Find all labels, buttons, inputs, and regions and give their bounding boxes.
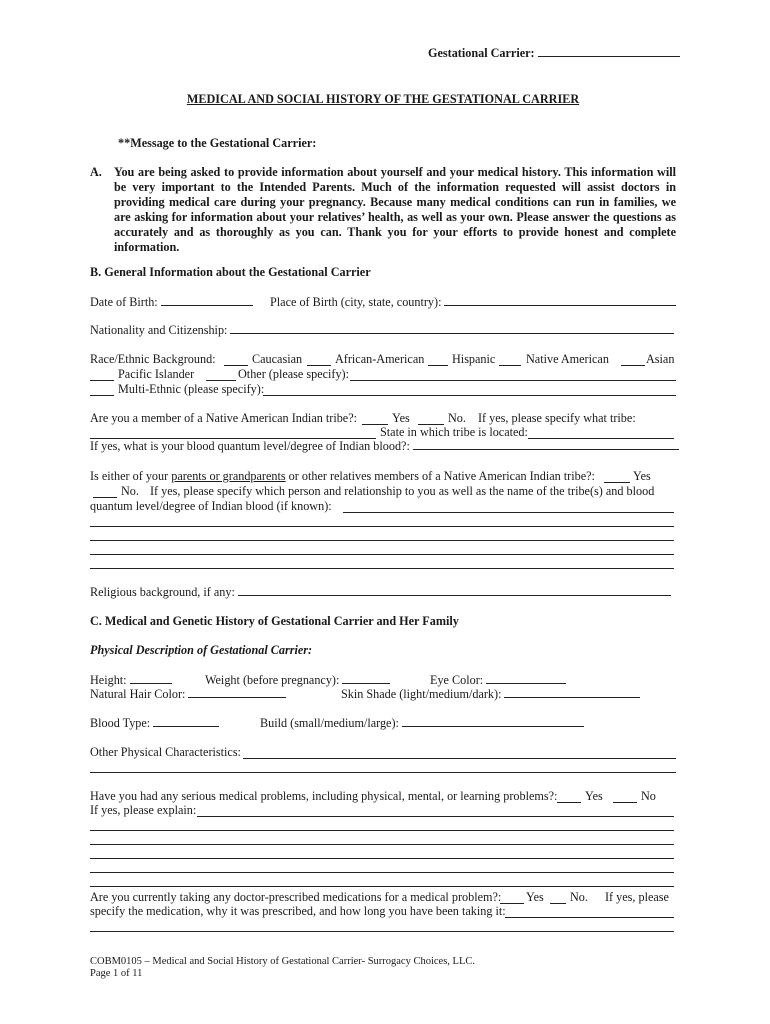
medical-no-check[interactable] (613, 802, 637, 803)
caucasian-check[interactable] (224, 365, 248, 366)
relatives-line-2[interactable] (90, 540, 674, 541)
medical-yes-check[interactable] (557, 802, 581, 803)
medical-no-label: No (641, 789, 656, 803)
other-label: Other (please specify): (238, 367, 349, 381)
medications-if-label: If yes, please (605, 890, 669, 904)
blood-quantum-field[interactable] (413, 439, 679, 450)
race-label: Race/Ethnic Background: (90, 352, 216, 366)
weight-field[interactable] (342, 673, 390, 684)
gc-name-field[interactable] (538, 46, 680, 57)
section-b-heading: B. General Information about the Gestational Carrier (90, 265, 371, 279)
pacific-islander-check[interactable] (90, 380, 114, 381)
medical-line-4[interactable] (90, 872, 674, 873)
nationality-field[interactable] (230, 323, 674, 334)
multi-ethnic-field[interactable] (263, 395, 676, 396)
height-label: Height: (90, 673, 127, 687)
gc-label: Gestational Carrier: (428, 46, 535, 60)
religious-row (90, 585, 674, 600)
blood-type-field[interactable] (153, 716, 219, 727)
gestational-carrier-header (428, 46, 683, 61)
nationality-row (90, 323, 677, 338)
dob-label: Date of Birth: (90, 295, 158, 309)
relatives-no-label: No. (121, 484, 139, 498)
build-field[interactable] (402, 716, 584, 727)
medical-explain-field[interactable] (197, 816, 674, 817)
dob-field[interactable] (161, 295, 253, 306)
medical-explain-label: If yes, please explain: (90, 803, 197, 817)
asian-label: Asian (646, 352, 675, 366)
multi-ethnic-check[interactable] (90, 395, 114, 396)
hair-color-field[interactable] (188, 687, 286, 698)
page-title: MEDICAL AND SOCIAL HISTORY OF THE GESTATIONAL CARRIER (186, 92, 580, 106)
caucasian-label: Caucasian (252, 352, 303, 366)
african-american-label: African-American (335, 352, 425, 366)
relatives-line-1[interactable] (90, 526, 674, 527)
relatives-quantum-field[interactable] (343, 512, 674, 513)
other-physical-field[interactable] (243, 758, 676, 759)
relatives-line-4[interactable] (90, 568, 674, 569)
multi-ethnic-label: Multi-Ethnic (please specify): (118, 382, 265, 396)
physical-heading: Physical Description of Gestational Carrier: (90, 643, 313, 657)
medications-specify-field[interactable] (505, 917, 674, 918)
skin-shade-row (341, 687, 643, 702)
footer-page-number: Page 1 of 11 (90, 968, 143, 979)
section-a-letter: A. (90, 165, 102, 179)
nationality-label: Nationality and Citizenship: (90, 323, 228, 337)
blood-type-row (90, 716, 222, 731)
skin-shade-label: Skin Shade (light/medium/dark): (341, 687, 502, 701)
blood-type-label: Blood Type: (90, 716, 151, 730)
medications-no-label: No. (570, 890, 588, 904)
pacific-islander-label: Pacific Islander (118, 367, 195, 381)
medications-question: Are you currently taking any doctor-prescribed medications for a medical problem?: (90, 890, 502, 904)
relatives-line-3[interactable] (90, 554, 674, 555)
tribe-no-label: No. (448, 411, 466, 425)
blood-quantum-label: If yes, what is your blood quantum level/degree of Indian blood?: (90, 439, 410, 453)
medications-line-1[interactable] (90, 931, 674, 932)
medical-line-2[interactable] (90, 844, 674, 845)
relatives-question-pre: Is either of your (90, 469, 172, 483)
pob-row (270, 295, 679, 310)
relatives-yes-check[interactable] (604, 482, 630, 483)
other-check[interactable] (206, 380, 236, 381)
relatives-question-link: parents or grandparents (171, 469, 286, 483)
religious-field[interactable] (238, 585, 671, 596)
height-field[interactable] (130, 673, 172, 684)
build-row (260, 716, 587, 731)
tribe-state-label: State in which tribe is located: (380, 425, 528, 439)
hair-color-label: Natural Hair Color: (90, 687, 186, 701)
eye-color-row (430, 673, 569, 688)
section-c-heading: C. Medical and Genetic History of Gestational Carrier and Her Family (90, 614, 459, 628)
tribe-yes-label: Yes (392, 411, 410, 425)
other-physical-line-2[interactable] (90, 772, 676, 773)
other-physical-label: Other Physical Characteristics: (90, 745, 241, 759)
medical-yes-label: Yes (585, 789, 603, 803)
medical-line-3[interactable] (90, 858, 674, 859)
eye-color-field[interactable] (486, 673, 566, 684)
medical-question: Have you had any serious medical problems, including physical, mental, or learning problems?: (90, 789, 558, 803)
message-heading: **Message to the Gestational Carrier: (118, 136, 317, 150)
medications-no-check[interactable] (550, 903, 566, 904)
pob-label: Place of Birth (city, state, country): (270, 295, 442, 309)
eye-color-label: Eye Color: (430, 673, 484, 687)
dob-row (90, 295, 256, 310)
tribe-question: Are you a member of a Native American Indian tribe?: (90, 411, 357, 425)
hispanic-check[interactable] (428, 365, 448, 366)
african-american-check[interactable] (307, 365, 331, 366)
hair-color-row (90, 687, 289, 702)
hispanic-label: Hispanic (452, 352, 496, 366)
asian-check[interactable] (621, 365, 645, 366)
height-row (90, 673, 175, 688)
relatives-quantum-label: quantum level/degree of Indian blood (if known): (90, 499, 332, 513)
section-a-text: You are being asked to provide information about yourself and your medical history. This information will be very important to the Intended Parents. Much of the information requested will assist doctors in providing medical care during your pregnancy. Because many medical conditions can run in families, we are asking for information about your relatives’ health, as well as your own. Please answer the questions as accurately and as thoroughly as you can. Thank you for your efforts to provide honest and complete information. (114, 165, 676, 254)
relatives-specify-label: If yes, please specify which person and relationship to you as well as the name of the tribe(s) and blood (150, 484, 655, 498)
other-specify-field[interactable] (350, 380, 676, 381)
relatives-question (90, 469, 595, 484)
medications-yes-label: Yes (526, 890, 544, 904)
build-label: Build (small/medium/large): (260, 716, 399, 730)
footer-doc-id: COBM0105 – Medical and Social History of Gestational Carrier- Surrogacy Choices, LLC. (90, 956, 476, 967)
weight-label: Weight (before pregnancy): (205, 673, 340, 687)
skin-shade-field[interactable] (504, 687, 640, 698)
native-american-check[interactable] (499, 365, 521, 366)
medications-specify-label: specify the medication, why it was prescribed, and how long you have been taking it: (90, 904, 506, 918)
relatives-question-post: or other relatives members of a Native American Indian tribe?: (285, 469, 595, 483)
tribe-specify-label: If yes, please specify what tribe: (478, 411, 636, 425)
weight-row (205, 673, 393, 688)
native-american-label: Native American (526, 352, 609, 366)
medical-line-5[interactable] (90, 886, 674, 887)
religious-label: Religious background, if any: (90, 585, 235, 599)
relatives-yes-label: Yes (633, 469, 651, 483)
pob-field[interactable] (444, 295, 676, 306)
medical-line-1[interactable] (90, 830, 674, 831)
blood-quantum-row (90, 439, 682, 454)
relatives-no-check[interactable] (93, 497, 117, 498)
